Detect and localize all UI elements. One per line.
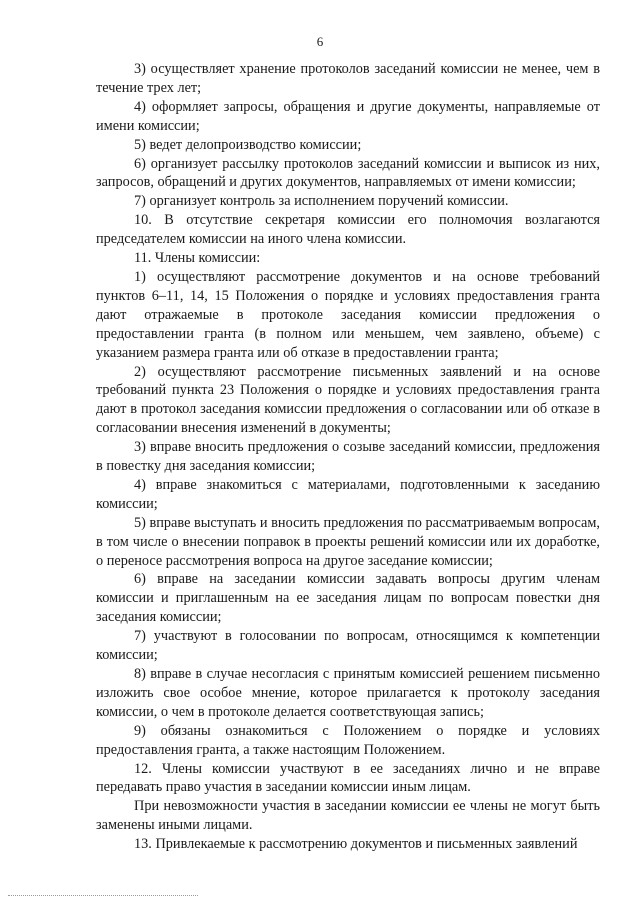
page-number: 6 <box>316 34 324 49</box>
paragraph: 13. Привлекаемые к рассмотрению документов и письменных заявлений <box>134 836 578 853</box>
paragraph: 2) осуществляют рассмотрение письменных заявлений и на основе требований пункта 23 Положения о порядке и условиях предоставления гранта дают в протокол заседания комиссии предложения о согласовании или об отказе в согласовании внесения изменений в документы; <box>96 363 600 437</box>
paragraph: 1) осуществляют рассмотрение документов и на основе требований пунктов 6–11, 14, 15 Положения о порядке и условиях предоставления гранта дают отражаемые в протоколе заседания комиссии предложения о предоставлении гранта (в полном или меньшем, чем заявлено, объеме) с указанием размера гранта или об отказе в предоставлении гранта; <box>96 268 600 361</box>
paragraph: 9) обязаны ознакомиться с Положением о порядке и условиях предоставления гранта, а также настоящим Положением. <box>96 722 600 758</box>
paragraph: 6) организует рассылку протоколов заседаний комиссии и выписок из них, запросов, обращений и других документов, направляемых от имени комиссии; <box>96 155 600 191</box>
paragraph: 6) вправе на заседании комиссии задавать вопросы другим членам комиссии и приглашенным на ее заседания лицам по вопросам повестки дня заседания комиссии; <box>96 571 600 626</box>
document-body <box>96 60 600 854</box>
paragraph: 5) ведет делопроизводство комиссии; <box>134 136 362 153</box>
paragraph: 12. Члены комиссии участвуют в ее заседаниях лично и не вправе передавать право участия в заседании комиссии иным лицам. <box>96 760 600 796</box>
paragraph: При невозможности участия в заседании комиссии ее члены не могут быть заменены иными лицами. <box>96 798 600 834</box>
paragraph: 11. Члены комиссии: <box>134 250 261 267</box>
footer-rule <box>8 895 198 896</box>
paragraph: 8) вправе в случае несогласия с принятым комиссией решением письменно изложить свое особое мнение, которое прилагается к протоколу заседания комиссии, о чем в протоколе делается соответствующая запись; <box>96 666 600 720</box>
paragraph: 3) вправе вносить предложения о созыве заседаний комиссии, предложения в повестку дня заседания комиссии; <box>96 439 600 475</box>
paragraph: 10. В отсутствие секретаря комиссии его полномочия возлагаются председателем комиссии на иного члена комиссии. <box>96 212 600 248</box>
paragraph: 3) осуществляет хранение протоколов заседаний комиссии не менее, чем в течение трех лет; <box>96 61 600 96</box>
paragraph: 5) вправе выступать и вносить предложения по рассматриваемым вопросам, в том числе о внесении поправок в проекты решений комиссии или их доработке, о переносе рассмотрения вопроса на другое заседание комиссии; <box>96 514 600 569</box>
paragraph: 4) вправе знакомиться с материалами, подготовленными к заседанию комиссии; <box>96 476 600 512</box>
paragraph: 7) участвуют в голосовании по вопросам, относящимся к компетенции комиссии; <box>96 628 600 664</box>
paragraph: 7) организует контроль за исполнением поручений комиссии. <box>134 193 509 210</box>
paragraph: 4) оформляет запросы, обращения и другие документы, направляемые от имени комиссии; <box>96 98 600 134</box>
